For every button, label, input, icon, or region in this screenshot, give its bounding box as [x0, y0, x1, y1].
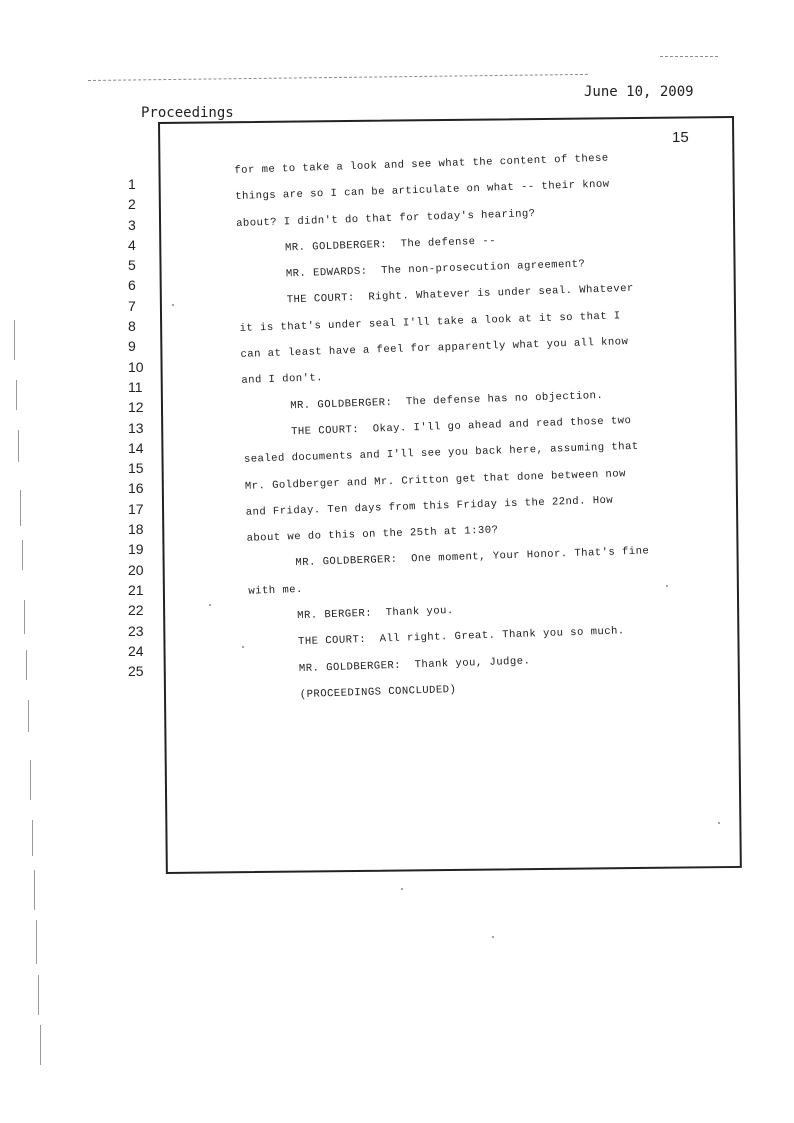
transcript-line: Mr. Goldberger and Mr. Critton get that done between now — [244, 467, 627, 493]
transcript-line: can at least have a feel for apparently what you all know — [240, 336, 629, 361]
transcript-line: and I don't. — [241, 372, 324, 388]
transcript-line: with me. — [248, 583, 304, 598]
transcript-line: about? I didn't do that for today's hearing? — [235, 207, 536, 230]
transcript-line: sealed documents and I'll see you back here, assuming that — [243, 441, 639, 467]
margin-mark — [32, 820, 33, 856]
transcript-line: (PROCEEDINGS CONCLUDED) — [299, 683, 457, 702]
line-number: 3 — [128, 216, 136, 233]
line-number: 24 — [128, 642, 144, 659]
line-number-column — [128, 174, 158, 681]
transcript-line: things are so I can be articulate on what -- their know — [235, 178, 610, 204]
scan-speck — [492, 936, 494, 938]
transcript-line: MR. GOLDBERGER: One moment, Your Honor. That's fine — [295, 545, 650, 570]
line-number: 19 — [128, 541, 144, 558]
line-number: 20 — [128, 561, 144, 578]
line-number: 4 — [128, 236, 136, 253]
margin-mark — [26, 650, 27, 680]
transcript-line: MR. EDWARDS: The non-prosecution agreement? — [285, 258, 586, 281]
line-number: 25 — [128, 663, 144, 680]
margin-mark — [36, 920, 37, 964]
margin-mark — [20, 490, 21, 526]
margin-mark — [24, 600, 25, 634]
transcript-line: MR. GOLDBERGER: Thank you, Judge. — [298, 655, 531, 675]
transcript-date: June 10, 2009 — [584, 84, 694, 100]
transcript-body — [234, 142, 722, 710]
margin-mark — [16, 380, 17, 410]
transcript-line: and Friday. Ten days from this Friday is the 22nd. How — [245, 494, 614, 519]
margin-mark — [40, 1025, 41, 1065]
line-number: 22 — [128, 602, 144, 619]
line-number: 17 — [128, 500, 144, 517]
line-number: 1 — [128, 176, 136, 192]
margin-mark — [18, 430, 19, 462]
margin-mark — [28, 700, 29, 732]
line-number: 12 — [128, 399, 144, 416]
transcript-line: MR. GOLDBERGER: The defense -- — [284, 235, 497, 255]
line-number: 23 — [128, 622, 144, 639]
line-number: 13 — [128, 419, 144, 436]
transcript-line: for me to take a look and see what the content of these — [234, 152, 609, 177]
line-number: 21 — [128, 581, 144, 598]
transcript-line: THE COURT: Okay. I'll go ahead and read those two — [290, 414, 632, 439]
margin-mark — [22, 540, 23, 570]
line-number: 9 — [128, 338, 136, 355]
scan-artifact-line — [660, 56, 718, 57]
line-number: 8 — [128, 318, 136, 335]
scan-speck — [401, 888, 403, 890]
line-number: 2 — [128, 196, 136, 213]
margin-mark — [30, 760, 31, 800]
line-number: 15 — [128, 460, 144, 477]
line-number: 5 — [128, 257, 136, 274]
transcript-line: THE COURT: Right. Whatever is under seal. Whatever — [286, 283, 634, 307]
line-number: 10 — [128, 358, 144, 375]
line-number: 6 — [128, 277, 136, 294]
transcript-line: MR. BERGER: Thank you. — [297, 605, 454, 623]
line-number: 14 — [128, 439, 144, 456]
margin-mark — [38, 975, 39, 1015]
line-number: 18 — [128, 521, 144, 538]
transcript-line: it is that's under seal I'll take a look at it so that I — [239, 310, 621, 335]
line-number: 7 — [128, 297, 136, 314]
line-number: 11 — [128, 378, 143, 395]
page-number: 15 — [672, 129, 689, 146]
line-number: 16 — [128, 480, 144, 497]
scan-artifact-line — [88, 74, 588, 81]
section-label: Proceedings — [141, 105, 234, 121]
transcript-line: THE COURT: All right. Great. Thank you so much. — [297, 625, 625, 649]
transcript-line: MR. GOLDBERGER: The defense has no objection. — [290, 389, 604, 412]
margin-mark — [14, 320, 15, 360]
margin-mark — [34, 870, 35, 910]
transcript-line: about we do this on the 25th at 1:30? — [246, 524, 499, 545]
